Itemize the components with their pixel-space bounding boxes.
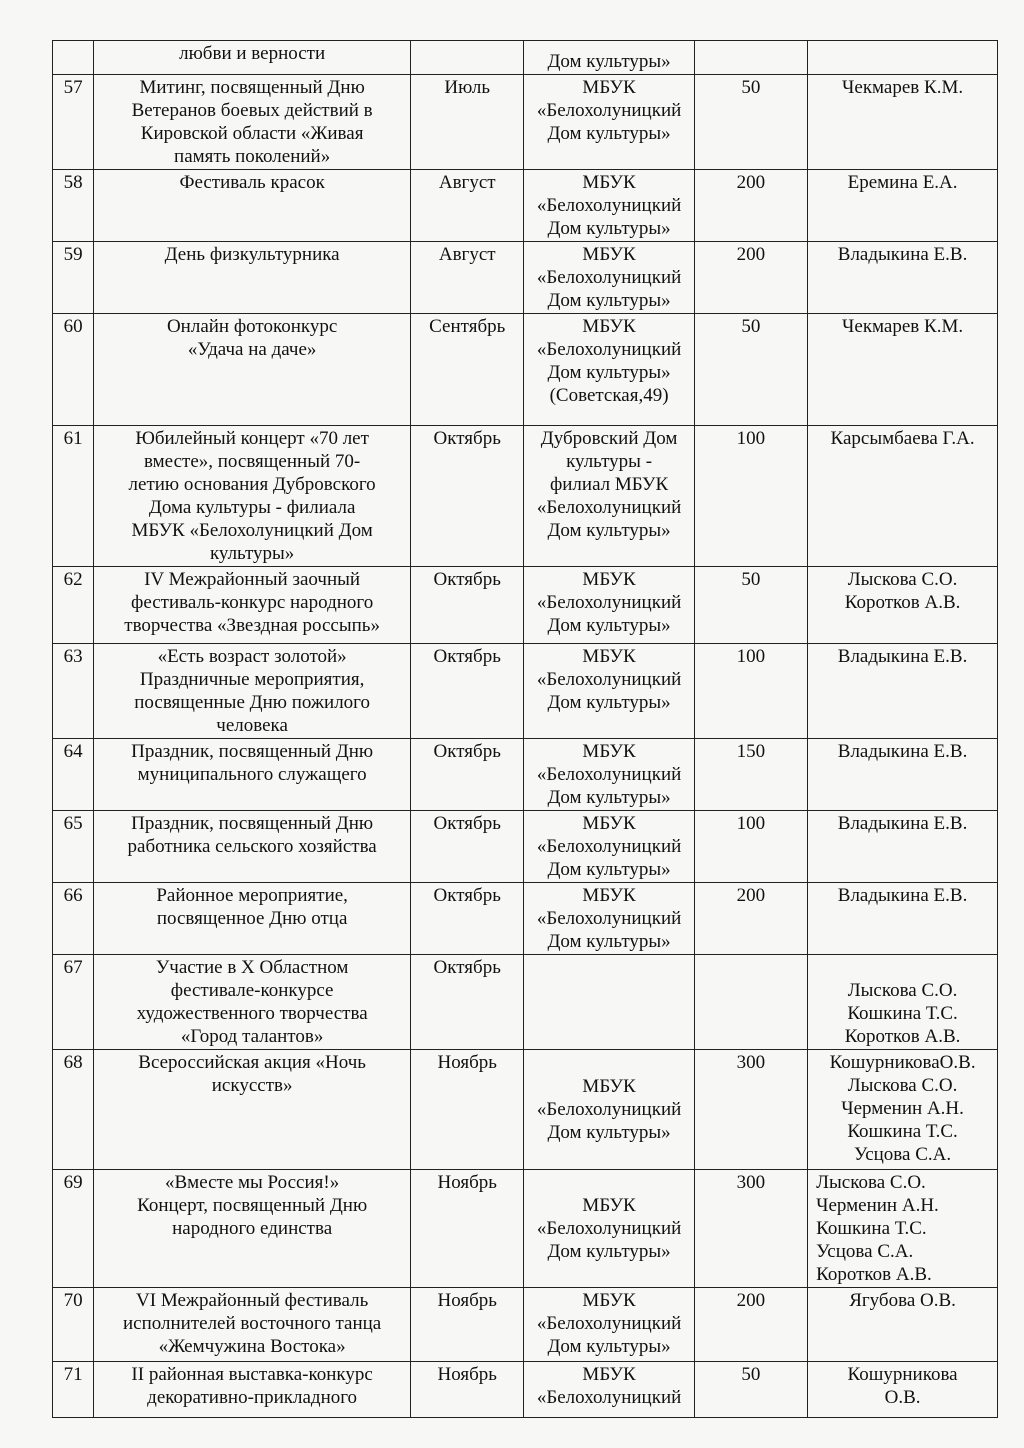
row-number-cell: 64 xyxy=(53,739,94,811)
table-row xyxy=(53,242,998,314)
event-cell: любви и верности xyxy=(94,41,411,75)
table-row xyxy=(53,426,998,567)
quantity-cell: 50 xyxy=(694,75,807,170)
quantity-cell xyxy=(694,41,807,75)
row-number-cell: 66 xyxy=(53,883,94,955)
responsible-cell: Карсымбаева Г.А. xyxy=(808,426,998,567)
date-cell: Ноябрь xyxy=(410,1288,523,1362)
date-cell: Ноябрь xyxy=(410,1362,523,1418)
table-row xyxy=(53,1170,998,1288)
table-row xyxy=(53,567,998,644)
table-row xyxy=(53,883,998,955)
event-cell: «Есть возраст золотой» Праздничные мероприятия, посвященные Дню пожилого человека xyxy=(94,644,411,739)
quantity-cell: 100 xyxy=(694,644,807,739)
responsible-cell: КошурниковаО.В. Лыскова С.О. Черменин А.Н. Кошкина Т.С. Усцова С.А. xyxy=(808,1050,998,1170)
date-cell: Август xyxy=(410,242,523,314)
table-row xyxy=(53,955,998,1050)
event-cell: II районная выставка-конкурс декоративно-прикладного xyxy=(94,1362,411,1418)
place-cell: Дом культуры» xyxy=(524,41,694,75)
responsible-cell: Владыкина Е.В. xyxy=(808,883,998,955)
event-cell: Митинг, посвященный Дню Ветеранов боевых действий в Кировской области «Живая память поколений» xyxy=(94,75,411,170)
responsible-cell xyxy=(808,41,998,75)
table-row xyxy=(53,314,998,426)
event-cell: День физкультурника xyxy=(94,242,411,314)
responsible-cell: Чекмарев К.М. xyxy=(808,75,998,170)
date-cell: Октябрь xyxy=(410,811,523,883)
row-number-cell: 67 xyxy=(53,955,94,1050)
row-number-cell: 61 xyxy=(53,426,94,567)
quantity-cell: 200 xyxy=(694,242,807,314)
responsible-cell: Владыкина Е.В. xyxy=(808,242,998,314)
quantity-cell: 50 xyxy=(694,314,807,426)
place-cell: МБУК «Белохолуницкий Дом культуры» xyxy=(524,739,694,811)
place-cell: МБУК «Белохолуницкий Дом культуры» xyxy=(524,75,694,170)
event-cell: Всероссийская акция «Ночь искусств» xyxy=(94,1050,411,1170)
events-table xyxy=(52,40,998,1418)
place-cell: МБУК «Белохолуницкий Дом культуры» xyxy=(524,170,694,242)
responsible-cell: Кошурникова О.В. xyxy=(808,1362,998,1418)
table-row xyxy=(53,75,998,170)
row-number-cell: 62 xyxy=(53,567,94,644)
date-cell: Октябрь xyxy=(410,567,523,644)
row-number-cell xyxy=(53,41,94,75)
row-number-cell: 57 xyxy=(53,75,94,170)
event-cell: VI Межрайонный фестиваль исполнителей восточного танца «Жемчужина Востока» xyxy=(94,1288,411,1362)
place-cell: МБУК «Белохолуницкий Дом культуры» xyxy=(524,242,694,314)
date-cell: Август xyxy=(410,170,523,242)
responsible-cell: Владыкина Е.В. xyxy=(808,739,998,811)
responsible-cell: Чекмарев К.М. xyxy=(808,314,998,426)
row-number-cell: 70 xyxy=(53,1288,94,1362)
date-cell: Октябрь xyxy=(410,739,523,811)
row-number-cell: 60 xyxy=(53,314,94,426)
place-cell: МБУК «Белохолуницкий Дом культуры» xyxy=(524,567,694,644)
date-cell: Октябрь xyxy=(410,644,523,739)
place-cell: МБУК «Белохолуницкий Дом культуры» xyxy=(524,644,694,739)
place-cell: МБУК «Белохолуницкий Дом культуры» xyxy=(524,1050,694,1170)
responsible-cell: Еремина Е.А. xyxy=(808,170,998,242)
quantity-cell: 100 xyxy=(694,811,807,883)
event-cell: Праздник, посвященный Дню работника сельского хозяйства xyxy=(94,811,411,883)
table-row xyxy=(53,644,998,739)
table-row xyxy=(53,41,998,75)
responsible-cell: Лыскова С.О. Черменин А.Н. Кошкина Т.С. Усцова С.А. Коротков А.В. xyxy=(808,1170,998,1288)
place-cell: МБУК «Белохолуницкий Дом культуры» xyxy=(524,883,694,955)
event-cell: Праздник, посвященный Дню муниципального служащего xyxy=(94,739,411,811)
table-row xyxy=(53,1050,998,1170)
table-row xyxy=(53,811,998,883)
quantity-cell: 50 xyxy=(694,1362,807,1418)
date-cell: Октябрь xyxy=(410,883,523,955)
quantity-cell xyxy=(694,955,807,1050)
responsible-cell: Лыскова С.О. Кошкина Т.С. Коротков А.В. xyxy=(808,955,998,1050)
event-cell: IV Межрайонный заочный фестиваль-конкурс народного творчества «Звездная россыпь» xyxy=(94,567,411,644)
event-cell: Фестиваль красок xyxy=(94,170,411,242)
row-number-cell: 65 xyxy=(53,811,94,883)
event-cell: Юбилейный концерт «70 лет вместе», посвященный 70- летию основания Дубровского Дома культуры - филиала МБУК «Белохолуницкий Дом культуры» xyxy=(94,426,411,567)
date-cell: Ноябрь xyxy=(410,1170,523,1288)
responsible-cell: Ягубова О.В. xyxy=(808,1288,998,1362)
responsible-cell: Лыскова С.О. Коротков А.В. xyxy=(808,567,998,644)
row-number-cell: 58 xyxy=(53,170,94,242)
place-cell: МБУК «Белохолуницкий Дом культуры» xyxy=(524,811,694,883)
event-cell: Онлайн фотоконкурс «Удача на даче» xyxy=(94,314,411,426)
event-cell: Участие в X Областном фестивале-конкурсе художественного творчества «Город талантов» xyxy=(94,955,411,1050)
row-number-cell: 69 xyxy=(53,1170,94,1288)
responsible-cell: Владыкина Е.В. xyxy=(808,644,998,739)
quantity-cell: 150 xyxy=(694,739,807,811)
date-cell: Июль xyxy=(410,75,523,170)
place-cell: МБУК «Белохолуницкий Дом культуры» (Советская,49) xyxy=(524,314,694,426)
quantity-cell: 100 xyxy=(694,426,807,567)
place-cell: МБУК «Белохолуницкий Дом культуры» xyxy=(524,1288,694,1362)
quantity-cell: 200 xyxy=(694,883,807,955)
table-row xyxy=(53,1362,998,1418)
date-cell: Октябрь xyxy=(410,955,523,1050)
place-cell: МБУК «Белохолуницкий Дом культуры» xyxy=(524,1170,694,1288)
place-cell xyxy=(524,955,694,1050)
date-cell: Ноябрь xyxy=(410,1050,523,1170)
table-row xyxy=(53,170,998,242)
table-row xyxy=(53,739,998,811)
event-cell: Районное мероприятие, посвященное Дню отца xyxy=(94,883,411,955)
row-number-cell: 63 xyxy=(53,644,94,739)
quantity-cell: 200 xyxy=(694,170,807,242)
row-number-cell: 68 xyxy=(53,1050,94,1170)
date-cell: Сентябрь xyxy=(410,314,523,426)
responsible-cell: Владыкина Е.В. xyxy=(808,811,998,883)
quantity-cell: 300 xyxy=(694,1170,807,1288)
quantity-cell: 200 xyxy=(694,1288,807,1362)
row-number-cell: 59 xyxy=(53,242,94,314)
row-number-cell: 71 xyxy=(53,1362,94,1418)
event-cell: «Вместе мы Россия!» Концерт, посвященный Дню народного единства xyxy=(94,1170,411,1288)
quantity-cell: 50 xyxy=(694,567,807,644)
place-cell: МБУК «Белохолуницкий xyxy=(524,1362,694,1418)
table-row xyxy=(53,1288,998,1362)
place-cell: Дубровский Дом культуры - филиал МБУК «Белохолуницкий Дом культуры» xyxy=(524,426,694,567)
quantity-cell: 300 xyxy=(694,1050,807,1170)
date-cell: Октябрь xyxy=(410,426,523,567)
date-cell xyxy=(410,41,523,75)
